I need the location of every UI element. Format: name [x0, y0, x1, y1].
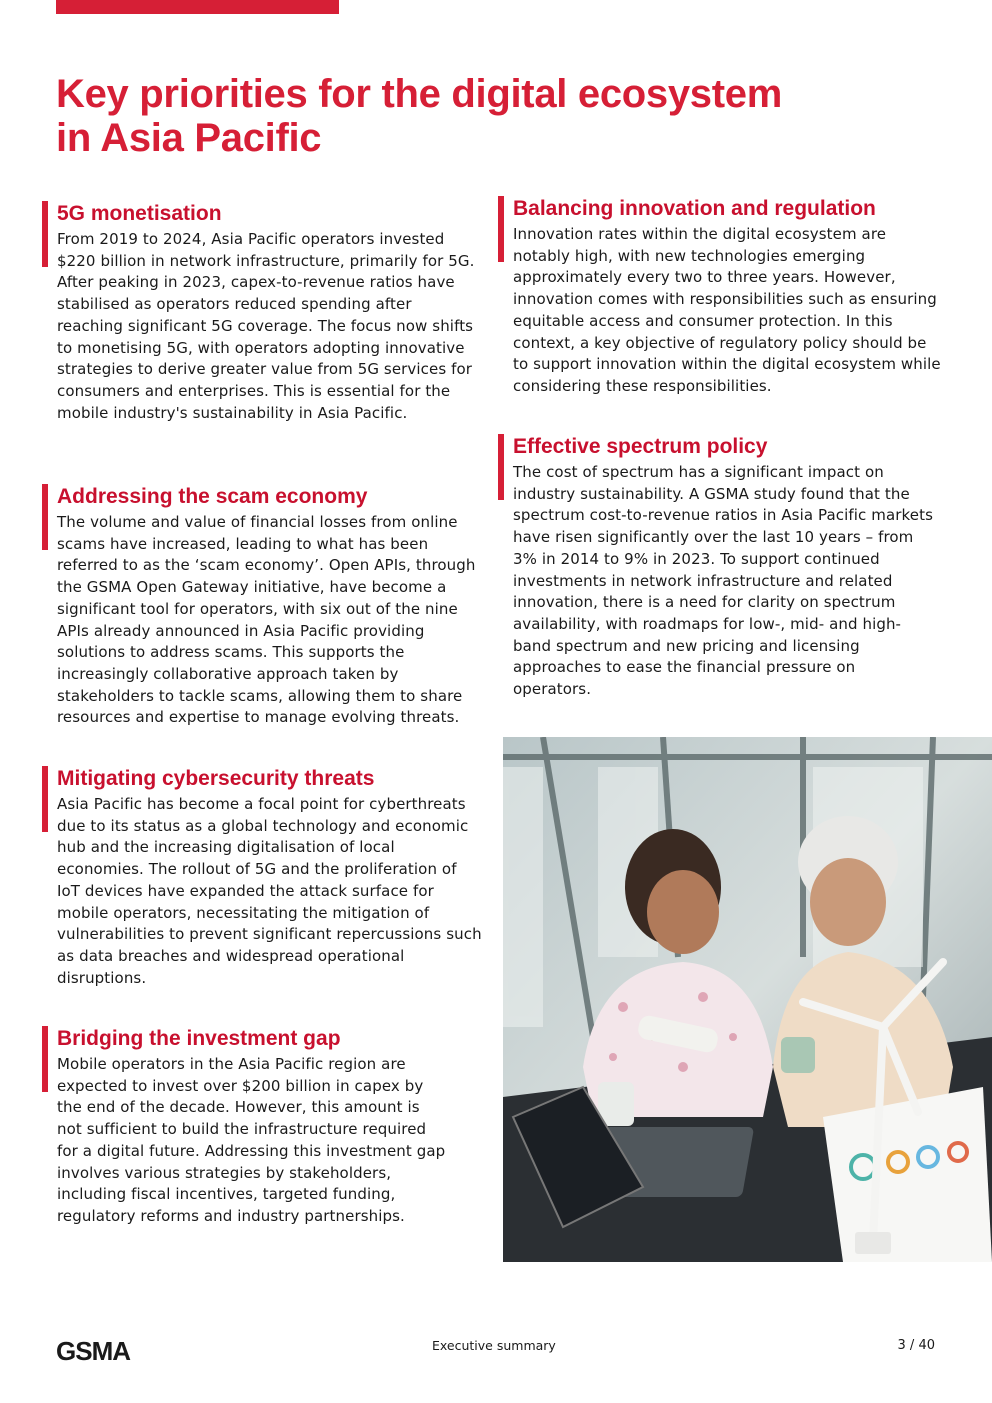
page-title-line-1: Key priorities for the digital ecosystem [56, 72, 782, 116]
section-heading: Bridging the investment gap [57, 1027, 341, 1050]
section-accent-bar [498, 196, 504, 262]
office-photo [503, 737, 992, 1262]
page-title-line-2: in Asia Pacific [56, 116, 322, 160]
section-body: From 2019 to 2024, Asia Pacific operators invested $220 billion in network infrastructure, primarily for 5G. After peaking in 2023, capex-to-revenue ratios have stabilised as operators reduced spending after reaching significant 5G coverage. The focus now shifts to monetising 5G, with operators adopting innovative strategies to derive greater value from 5G services for consumers and enterprises. This is essential for the mobile industry's sustainability in Asia Pacific. [57, 230, 475, 422]
section-body: Asia Pacific has become a focal point for cyberthreats due to its status as a global technology and economic hub and the increasing digitalisation of local economies. The rollout of 5G and the proliferation of IoT devices have expanded the attack surface for mobile operators, necessitating the mitigation of vulnerabilities to prevent significant repercussions such as data breaches and widespread operational disruptions. [57, 795, 482, 987]
section-body: The volume and value of financial losses from online scams have increased, leading to what has been referred to as the ‘scam economy’. Open APIs, through the GSMA Open Gateway initiative, have become a significant tool for operators, with six out of the nine APIs already announced in Asia Pacific providing solutions to address scams. This supports the increasingly collaborative approach taken by stakeholders to tackle scams, allowing them to share resources and expertise to manage evolving threats. [57, 513, 476, 727]
section-5g-monetisation [57, 201, 477, 424]
section-body: Mobile operators in the Asia Pacific region are expected to invest over $200 billion in capex by the end of the decade. However, this amount is not sufficient to build the infrastructure required for a digital future. Addressing this investment gap involves various strategies by stakeholders, including fiscal incentives, targeted funding, regulatory reforms and industry partnerships. [57, 1055, 446, 1225]
section-innovation-regulation [513, 196, 941, 398]
section-accent-bar [42, 766, 48, 832]
gsma-logo [56, 1338, 180, 1369]
top-accent-bar [56, 0, 339, 14]
section-accent-bar [498, 434, 504, 500]
section-body: The cost of spectrum has a significant impact on industry sustainability. A GSMA study found that the spectrum cost-to-revenue ratios in Asia Pacific markets have risen significantly over the last 10 years – from 3% in 2014 to 9% in 2023. To support continued investments in network infrastructure and related innovation, there is a need for clarity on spectrum availability, with roadmaps for low-, mid- and high-band spectrum and new pricing and licensing approaches to ease the financial pressure on operators. [513, 463, 934, 699]
section-accent-bar [42, 1026, 48, 1092]
section-investment-gap [57, 1026, 449, 1228]
footer-section-label: Executive summary [432, 1338, 556, 1353]
photo-illustration [503, 737, 992, 1262]
section-accent-bar [42, 201, 48, 267]
section-heading: Balancing innovation and regulation [513, 197, 876, 220]
section-heading: Effective spectrum policy [513, 435, 768, 458]
section-heading: Addressing the scam economy [57, 485, 368, 508]
page-number: 3 / 40 [897, 1338, 935, 1353]
page-title [56, 72, 916, 160]
section-heading: Mitigating cybersecurity threats [57, 767, 375, 790]
section-cybersecurity [57, 766, 482, 989]
gsma-logo-text: GSMA [56, 1338, 130, 1364]
section-scam-economy [57, 484, 482, 729]
section-heading: 5G monetisation [57, 202, 222, 225]
section-accent-bar [42, 484, 48, 550]
gsma-logo-mark [56, 1338, 180, 1364]
section-spectrum-policy [513, 434, 933, 701]
section-body: Innovation rates within the digital ecosystem are notably high, with new technologies emerging approximately every two to three years. However, innovation comes with responsibilities such as ensuring equitable access and consumer protection. In this context, a key objective of regulatory policy should be to support innovation within the digital ecosystem while considering these responsibilities. [513, 225, 941, 395]
